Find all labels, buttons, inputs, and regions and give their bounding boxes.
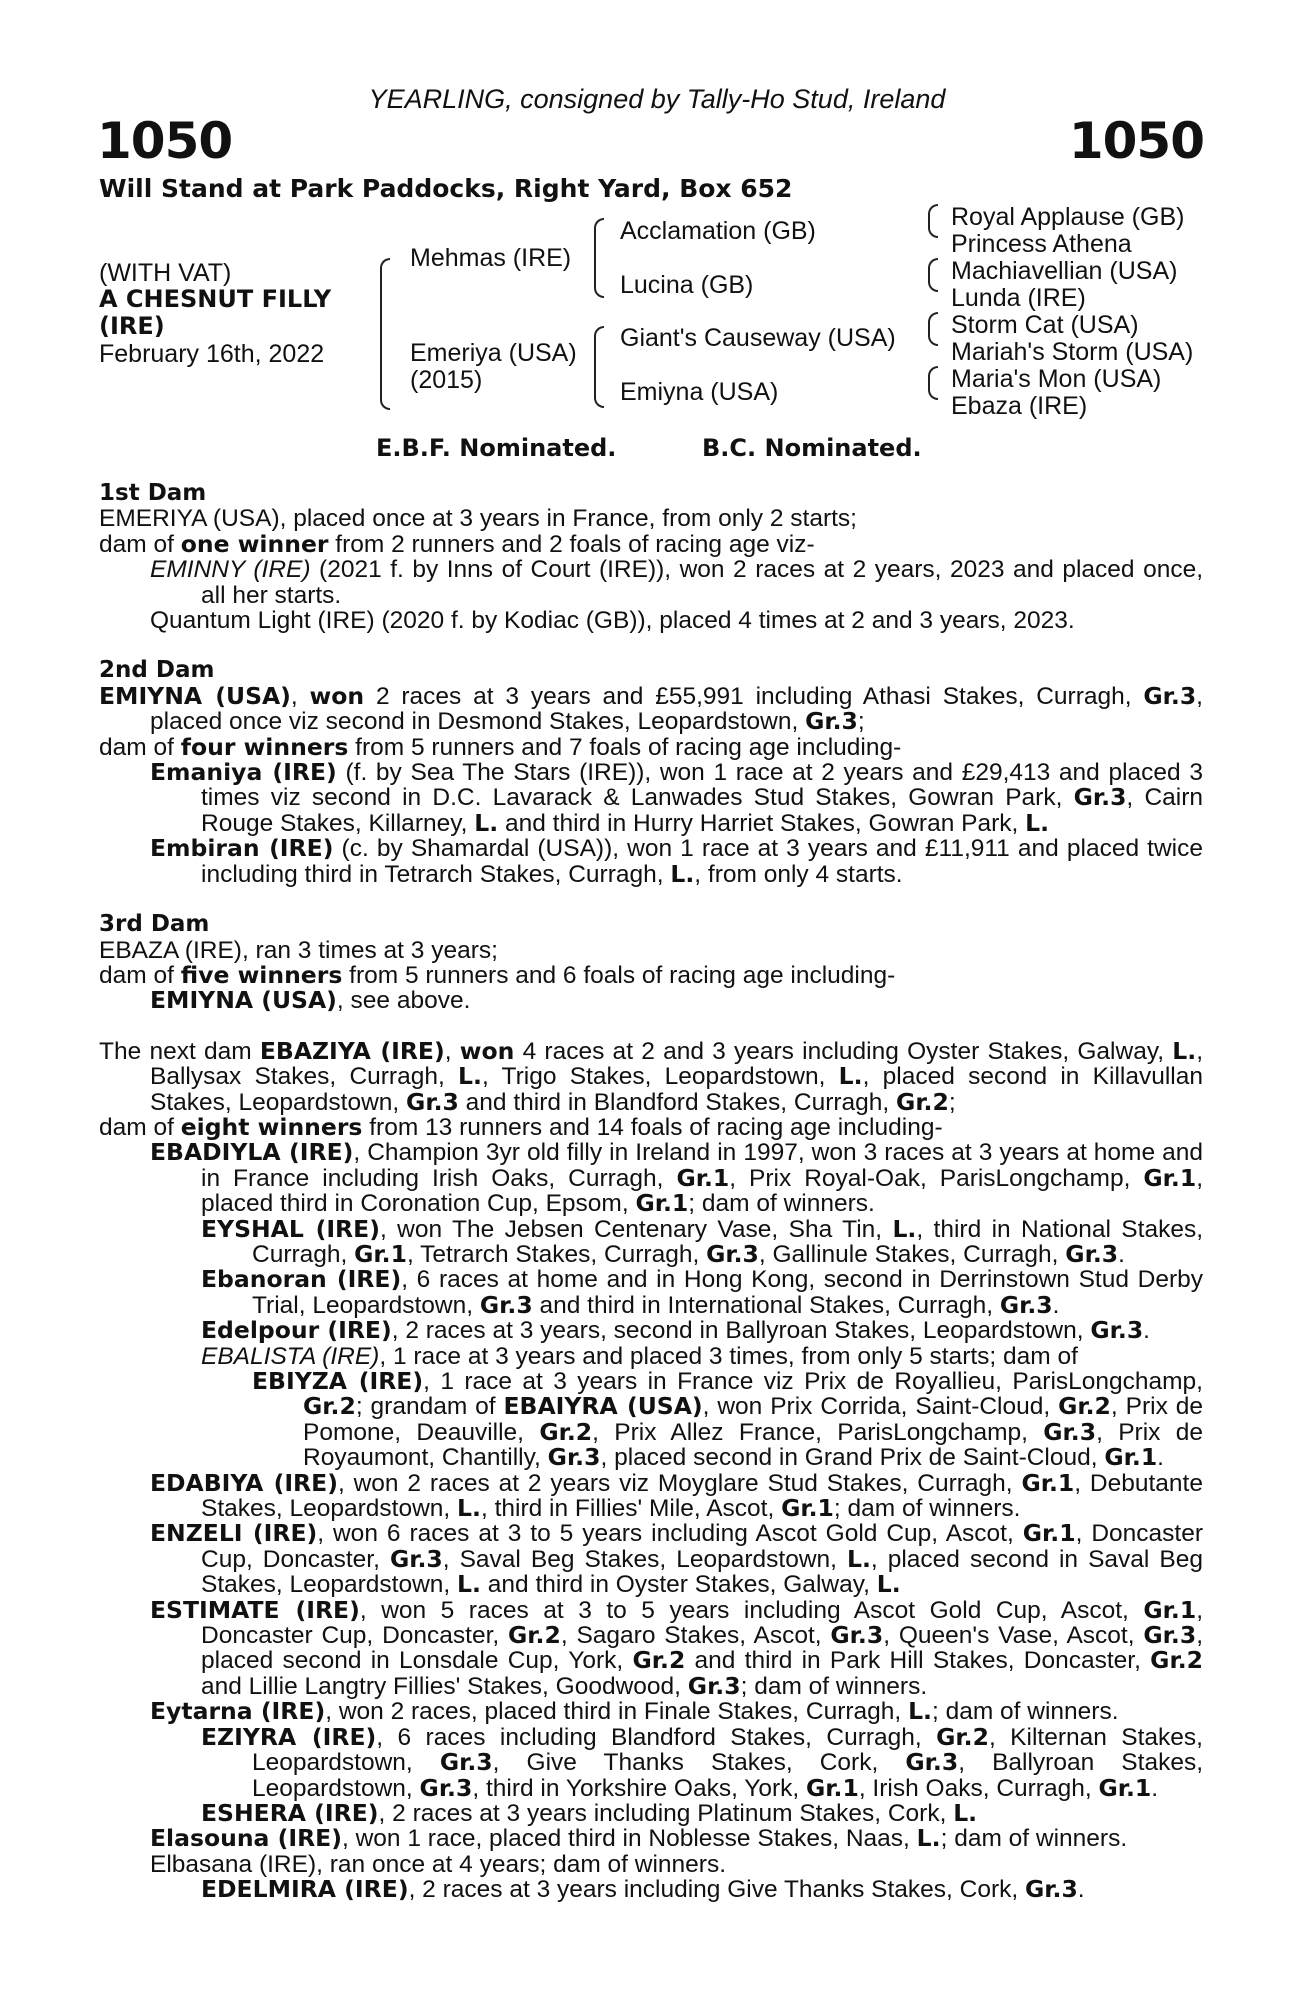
produce-embiran: Embiran (IRE) (c. by Shamardal (USA)), won 1 race at 3 years and £11,911 and placed twice including third in Tetrarch Stakes, Curragh, L., from only 4 starts. xyxy=(150,834,1203,888)
lot-number-right: 1050 xyxy=(1068,112,1204,170)
pedigree-brace-dam xyxy=(594,326,604,408)
produce-ebanoran: Ebanoran (IRE), 6 races at home and in Hong Kong, second in Derrinstown Stud Derby Trial, Leopardstown, Gr.3 and third in International Stakes, Curragh, Gr.3. xyxy=(201,1265,1203,1319)
sire-dam-name: Lucina (GB) xyxy=(620,271,754,299)
sire-sire-name: Acclamation (GB) xyxy=(620,217,816,245)
third-dam-heading: 3rd Dam xyxy=(99,911,210,938)
great-granddam-1: Princess Athena xyxy=(951,230,1132,258)
great-granddam-4: Ebaza (IRE) xyxy=(951,392,1088,420)
produce-ebiyza: EBIYZA (IRE), 1 race at 3 years in France viz Prix de Royallieu, ParisLongchamp, Gr.2; grandam of EBAIYRA (USA), won Prix Corrida, Saint-Cloud, Gr.2, Prix de Pomone, Deauville, Gr.2, Prix Allez France, ParisLongchamp, Gr.3, Prix de Royaumont, Chantilly, Gr.3, placed second in Grand Prix de Saint-Cloud, Gr.1. xyxy=(252,1367,1203,1472)
produce-eytarna: Eytarna (IRE), won 2 races, placed third in Finale Stakes, Curragh, L.; dam of winners. xyxy=(150,1697,1119,1726)
dam-name: Emeriya (USA) xyxy=(410,339,577,367)
produce-eminny: EMINNY (IRE) (2021 f. by Inns of Court (IRE)), won 2 races at 2 years, 2023 and placed once, all her starts. xyxy=(150,556,1203,609)
lot-number-left: 1050 xyxy=(97,112,233,170)
first-dam-heading: 1st Dam xyxy=(99,480,207,506)
foaling-date: February 16th, 2022 xyxy=(99,340,325,368)
produce-edelmira: EDELMIRA (IRE), 2 races at 3 years including Give Thanks Stakes, Cork, Gr.3. xyxy=(201,1875,1085,1904)
sire-name: Mehmas (IRE) xyxy=(410,244,572,272)
pedigree-brace-main xyxy=(380,258,390,410)
produce-ebadiyla: EBADIYLA (IRE), Champion 3yr old filly in Ireland in 1997, won 3 races at 3 years at home and in France including Irish Oaks, Curragh, Gr.1, Prix Royal-Oak, ParisLongchamp, Gr.1, placed third in Coronation Cup, Epsom, Gr.1; dam of winners. xyxy=(150,1138,1204,1218)
produce-estimate: ESTIMATE (IRE), won 5 races at 3 to 5 years including Ascot Gold Cup, Ascot, Gr.1, Doncaster Cup, Doncaster, Gr.2, Sagaro Stakes, Ascot, Gr.3, Queen's Vase, Ascot, Gr.3, placed second in Lonsdale Cup, York, Gr.2 and third in Park Hill Stakes, Doncaster, Gr.2 and Lillie Langtry Fillies' Stakes, Goodwood, Gr.3; dam of winners. xyxy=(150,1595,1203,1700)
second-dam-heading: 2nd Dam xyxy=(99,657,215,684)
stand-location: Will Stand at Park Paddocks, Right Yard, Box 652 xyxy=(99,174,793,203)
great-grandsire-4: Maria's Mon (USA) xyxy=(951,365,1162,393)
great-grandsire-1: Royal Applause (GB) xyxy=(951,203,1185,231)
third-dam-text: EBAZA (IRE), ran 3 times at 3 years; xyxy=(99,936,498,964)
pedigree-brace-g1 xyxy=(928,204,938,238)
produce-ebalista: EBALISTA (IRE), 1 race at 3 years and placed 3 times, from only 5 starts; dam of xyxy=(201,1342,1078,1370)
vat-note: (WITH VAT) xyxy=(99,259,232,287)
bc-nomination: B.C. Nominated. xyxy=(702,434,922,462)
pedigree-notes xyxy=(99,481,1203,1903)
pedigree-brace-sire xyxy=(594,218,604,298)
pedigree-brace-g2 xyxy=(928,258,938,292)
produce-edabiya: EDABIYA (IRE), won 2 races at 2 years viz Moyglare Stud Stakes, Curragh, Gr.1, Debutante Stakes, Leopardstown, L., third in Fillies' Mile, Ascot, Gr.1; dam of winners. xyxy=(150,1468,1203,1523)
dam-dam-name: Emiyna (USA) xyxy=(620,378,779,406)
consignor-line: YEARLING, consigned by Tally-Ho Stud, Ireland xyxy=(368,84,946,114)
first-dam-text: EMERIYA (USA), placed once at 3 years in France, from only 2 starts; xyxy=(99,505,857,533)
fourth-dam-produce-summary: dam of eight winners from 13 runners and 14 foals of racing age including- xyxy=(99,1112,943,1141)
horse-name-line1: A CHESNUT FILLY xyxy=(99,285,332,313)
ebf-nomination: E.B.F. Nominated. xyxy=(376,434,617,462)
second-dam-produce-summary: dam of four winners from 5 runners and 7 foals of racing age including- xyxy=(99,732,902,761)
great-granddam-3: Mariah's Storm (USA) xyxy=(951,338,1194,366)
second-dam-text: EMIYNA (USA), won 2 races at 3 years and £55,991 including Athasi Stakes, Curragh, Gr.3, placed once viz second in Desmond Stakes, Leopardstown, Gr.3; xyxy=(99,681,1203,736)
produce-enzeli: ENZELI (IRE), won 6 races at 3 to 5 years including Ascot Gold Cup, Ascot, Gr.1, Doncaster Cup, Doncaster, Gr.3, Saval Beg Stakes, Leopardstown, L., placed second in Saval Beg Stakes, Leopardstown, L. and third in Oyster Stakes, Galway, L. xyxy=(150,1519,1203,1599)
produce-emiyna: EMIYNA (USA), see above. xyxy=(150,986,471,1015)
produce-emaniya: Emaniya (IRE) (f. by Sea The Stars (IRE)), won 1 race at 2 years and £29,413 and placed 3 times viz second in D.C. Lavarack & Lanwades Stud Stakes, Gowran Park, Gr.3, Cairn Rouge Stakes, Killarney, L. and third in Hurry Harriet Stakes, Gowran Park, L. xyxy=(150,758,1203,837)
horse-name-line2: (IRE) xyxy=(99,312,165,340)
great-grandsire-2: Machiavellian (USA) xyxy=(951,257,1178,285)
third-dam-produce-summary: dam of five winners from 5 runners and 6 foals of racing age including- xyxy=(99,960,896,989)
produce-elbasana: Elbasana (IRE), ran once at 4 years; dam of winners. xyxy=(150,1850,727,1878)
produce-eshera: ESHERA (IRE), 2 races at 3 years including Platinum Stakes, Cork, L. xyxy=(201,1798,978,1827)
pedigree-brace-g3 xyxy=(928,312,938,346)
dam-year: (2015) xyxy=(410,366,483,394)
produce-eyshal: EYSHAL (IRE), won The Jebsen Centenary Vase, Sha Tin, L., third in National Stakes, Curragh, Gr.1, Tetrarch Stakes, Curragh, Gr.3, Gallinule Stakes, Curragh, Gr.3. xyxy=(201,1214,1203,1268)
produce-edelpour: Edelpour (IRE), 2 races at 3 years, second in Ballyroan Stakes, Leopardstown, Gr.3. xyxy=(201,1316,1150,1345)
produce-quantum-light: Quantum Light (IRE) (2020 f. by Kodiac (GB)), placed 4 times at 2 and 3 years, 2023. xyxy=(150,607,1075,635)
pedigree-brace-g4 xyxy=(928,366,938,400)
fourth-dam-text: The next dam EBAZIYA (IRE), won 4 races at 2 and 3 years including Oyster Stakes, Galway, L., Ballysax Stakes, Curragh, L., Trigo Stakes, Leopardstown, L., placed second in Killavullan Stakes, Leopardstown, Gr.3 and third in Blandford Stakes, Curragh, Gr.2; xyxy=(99,1036,1203,1116)
first-dam-produce-summary: dam of one winner from 2 runners and 2 foals of racing age viz- xyxy=(99,529,815,558)
dam-sire-name: Giant's Causeway (USA) xyxy=(620,324,896,352)
produce-eziyra: EZIYRA (IRE), 6 races including Blandford Stakes, Curragh, Gr.2, Kilternan Stakes, Leopardstown, Gr.3, Give Thanks Stakes, Cork, Gr.3, Ballyroan Stakes, Leopardstown, Gr.3, third in Yorkshire Oaks, York, Gr.1, Irish Oaks, Curragh, Gr.1. xyxy=(201,1722,1204,1802)
great-grandsire-3: Storm Cat (USA) xyxy=(951,311,1139,339)
produce-elasouna: Elasouna (IRE), won 1 race, placed third in Noblesse Stakes, Naas, L.; dam of winners. xyxy=(150,1824,1128,1853)
great-granddam-2: Lunda (IRE) xyxy=(951,284,1086,312)
